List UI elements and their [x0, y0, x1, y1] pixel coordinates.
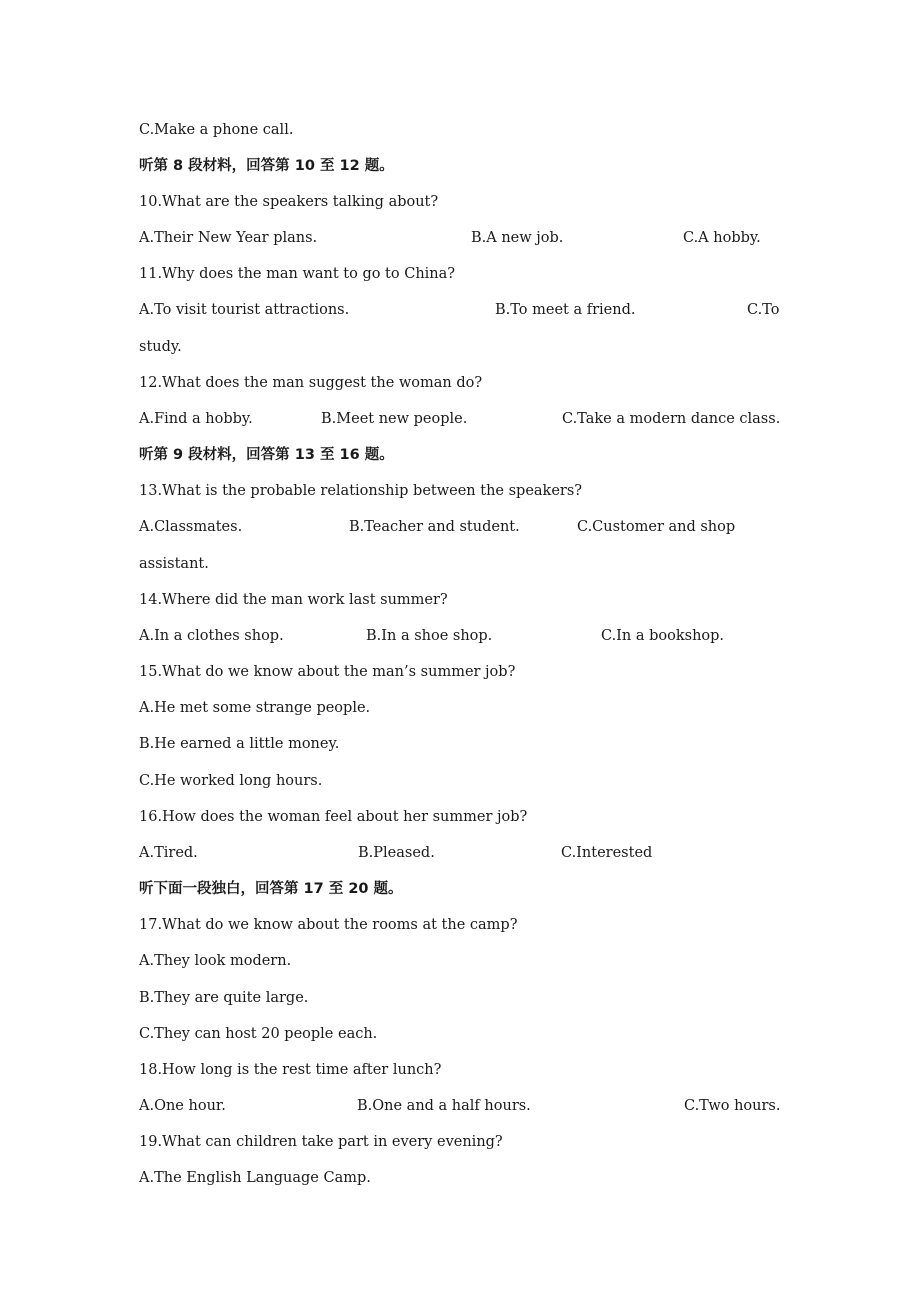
answer-option: A.In a clothes shop. — [139, 628, 284, 644]
question-text: 19.What can children take part in every evening? — [139, 1134, 503, 1150]
answer-option: B.Teacher and student. — [349, 519, 520, 535]
answer-option: C.They can host 20 people each. — [139, 1026, 378, 1042]
answer-option: C.Take a modern dance class. — [562, 411, 781, 427]
answer-option: C.Two hours. — [684, 1098, 781, 1114]
answer-option: A.Find a hobby. — [139, 411, 253, 427]
section-heading: 听第 8 段材料，回答第 10 至 12 题。 — [139, 158, 394, 174]
answer-option: B.Meet new people. — [321, 411, 468, 427]
answer-option-continued: study. — [139, 339, 182, 355]
answer-option: A.Tired. — [139, 845, 198, 861]
answer-option: C.In a bookshop. — [601, 628, 725, 644]
answer-option: B.They are quite large. — [139, 990, 309, 1006]
answer-option: A.They look modern. — [139, 953, 292, 969]
answer-option: C.To — [747, 302, 780, 318]
section-heading: 听下面一段独白，回答第 17 至 20 题。 — [139, 881, 403, 897]
answer-option: C.Make a phone call. — [139, 122, 294, 138]
question-text: 15.What do we know about the man’s summer job? — [139, 664, 516, 680]
answer-option: B.Pleased. — [358, 845, 435, 861]
answer-option: B.One and a half hours. — [357, 1098, 531, 1114]
answer-option: C.A hobby. — [683, 230, 761, 246]
answer-option: A.Their New Year plans. — [139, 230, 318, 246]
question-text: 14.Where did the man work last summer? — [139, 592, 448, 608]
answer-option: A.The English Language Camp. — [139, 1170, 371, 1186]
question-text: 13.What is the probable relationship between the speakers? — [139, 483, 583, 499]
answer-option: A.Classmates. — [139, 519, 243, 535]
answer-option: A.One hour. — [139, 1098, 226, 1114]
question-text: 16.How does the woman feel about her summer job? — [139, 809, 528, 825]
section-heading: 听第 9 段材料，回答第 13 至 16 题。 — [139, 447, 394, 463]
answer-option: A.He met some strange people. — [139, 700, 371, 716]
answer-option: B.In a shoe shop. — [366, 628, 493, 644]
question-text: 10.What are the speakers talking about? — [139, 194, 439, 210]
answer-option: A.To visit tourist attractions. — [139, 302, 350, 318]
answer-option-continued: assistant. — [139, 556, 209, 572]
answer-option: B.A new job. — [471, 230, 564, 246]
answer-option: B.He earned a little money. — [139, 736, 340, 752]
question-text: 12.What does the man suggest the woman do? — [139, 375, 483, 391]
question-text: 17.What do we know about the rooms at the camp? — [139, 917, 518, 933]
answer-option: C.Interested — [561, 845, 653, 861]
answer-option: B.To meet a friend. — [495, 302, 636, 318]
question-text: 11.Why does the man want to go to China? — [139, 266, 456, 282]
answer-option: C.Customer and shop — [577, 519, 736, 535]
answer-option: C.He worked long hours. — [139, 773, 323, 789]
question-text: 18.How long is the rest time after lunch? — [139, 1062, 442, 1078]
